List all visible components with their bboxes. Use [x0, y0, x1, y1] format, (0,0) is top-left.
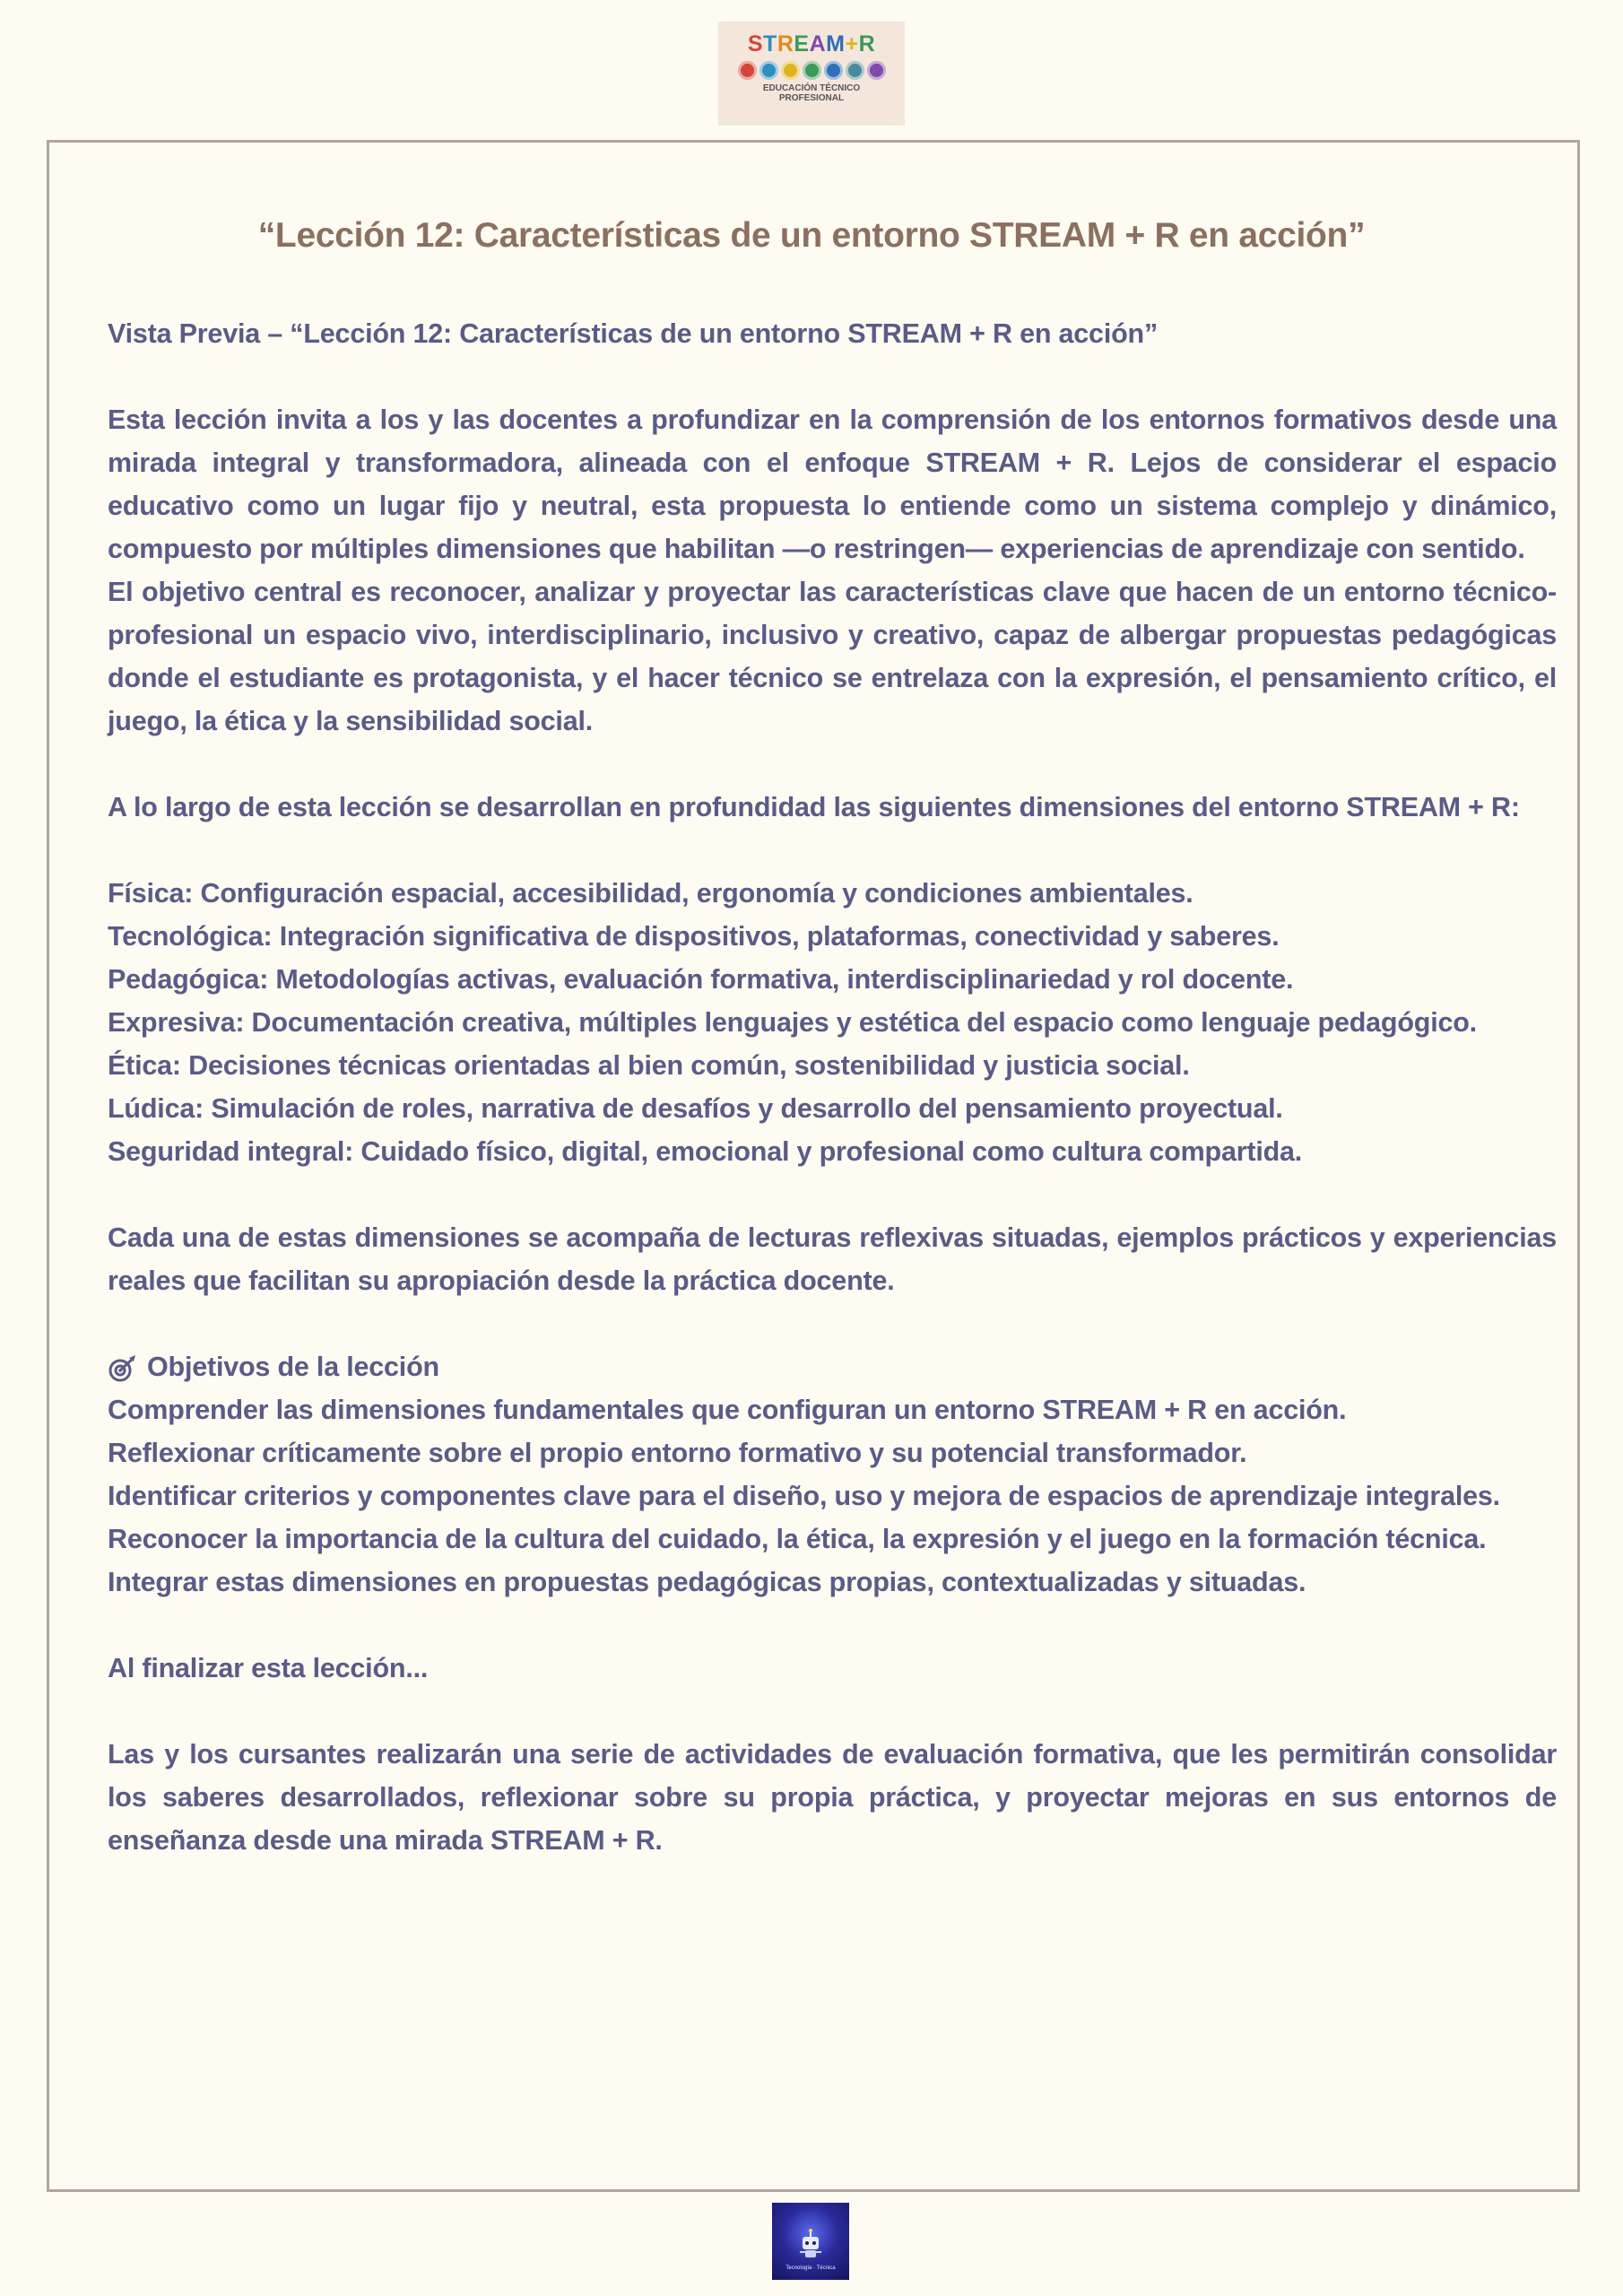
logo-discipline-icons [738, 61, 886, 80]
logo-discipline-icon [867, 61, 886, 80]
objective-item: Comprender las dimensiones fundamentales que configuran un entorno STREAM + R en acción. [108, 1395, 1347, 1425]
intro-paragraph-2: El objetivo central es reconocer, analizar y proyectar las características clave que hacen de un entorno técnico-profesional un espacio vivo, interdisciplinario, inclusivo y creativo, capaz de albergar propuestas pedagógicas donde el estudiante es protagonista, y el hacer técnico se entrelaza con la expresión, el pensamiento crítico, el juego, la ética y la sensibilidad social. [108, 577, 1557, 736]
dimensions-outro: Cada una de estas dimensiones se acompaña de lecturas reflexivas situadas, ejemplos prácticos y experiencias reales que facilitan su apropiación desde la práctica docente. [108, 1222, 1557, 1296]
logo-subtitle [763, 83, 860, 103]
stream-r-logo [718, 22, 905, 126]
dimension-item: Física: Configuración espacial, accesibilidad, ergonomía y condiciones ambientales. [108, 878, 1193, 909]
logo-letter-r2: R [858, 31, 876, 57]
dimension-item: Expresiva: Documentación creativa, múltiples lenguajes y estética del espacio como lenguaje pedagógico. [108, 1007, 1477, 1038]
closing-text: Las y los cursantes realizarán una serie de actividades de evaluación formativa, que les permitirán consolidar los saberes desarrollados, reflexionar sobre su propia práctica, y proyectar mejoras en sus entornos de enseñanza desde una mirada STREAM + R. [108, 1739, 1557, 1856]
logo-discipline-icon [738, 61, 757, 80]
lesson-content [108, 312, 1557, 1862]
logo-discipline-icon [803, 61, 821, 80]
dimension-item: Tecnológica: Integración significativa de dispositivos, plataformas, conectividad y saberes. [108, 921, 1280, 952]
dimension-item: Seguridad integral: Cuidado físico, digital, emocional y profesional como cultura compartida. [108, 1136, 1303, 1167]
objective-item: Reflexionar críticamente sobre el propio entorno formativo y su potencial transformador. [108, 1438, 1247, 1468]
logo-letter-e: E [794, 31, 810, 57]
dimension-item: Lúdica: Simulación de roles, narrativa de desafíos y desarrollo del pensamiento proyectual. [108, 1093, 1283, 1124]
dimension-item: Ética: Decisiones técnicas orientadas al bien común, sostenibilidad y justicia social. [108, 1050, 1190, 1081]
objective-item: Reconocer la importancia de la cultura del cuidado, la ética, la expresión y el juego en la formación técnica. [108, 1524, 1487, 1554]
logo-letter-a: A [809, 31, 827, 57]
logo-letter-m: M [826, 31, 846, 57]
logo-title [748, 32, 875, 56]
logo-subtitle-line2: PROFESIONAL [778, 93, 845, 103]
logo-discipline-icon [846, 61, 864, 80]
logo-letter-r: R [777, 31, 794, 57]
robot-icon [793, 2226, 829, 2262]
logo-subtitle-line1: EDUCACIÓN TÉCNICO [762, 83, 861, 93]
target-icon [108, 1352, 140, 1381]
logo-discipline-icon [824, 61, 843, 80]
logo-bottom-label: Tecnología · Técnica [785, 2266, 836, 2271]
tecnologia-tecnica-logo [772, 2203, 849, 2280]
logo-discipline-icon [759, 61, 778, 80]
objective-item: Identificar criterios y componentes clave para el diseño, uso y mejora de espacios de aprendizaje integrales. [108, 1481, 1500, 1511]
dimension-item: Pedagógica: Metodologías activas, evaluación formativa, interdisciplinariedad y rol docente. [108, 964, 1294, 995]
logo-discipline-icon [781, 61, 800, 80]
objective-item: Integrar estas dimensiones en propuestas pedagógicas propias, contextualizadas y situadas. [108, 1567, 1306, 1597]
logo-plus: + [845, 31, 859, 57]
intro-paragraph-1: Esta lección invita a los y las docentes a profundizar en la comprensión de los entornos formativos desde una mirada integral y transformadora, alineada con el enfoque STREAM + R. Lejos de considerar el espacio educativo como un lugar fijo y neutral, esta propuesta lo entiende como un sistema complejo y dinámico, compuesto por múltiples dimensiones que habilitan —o restringen— experiencias de aprendizaje con sentido. [108, 404, 1557, 564]
objectives-heading-row [108, 1345, 1557, 1388]
dimensions-intro: A lo largo de esta lección se desarrollan en profundidad las siguientes dimensiones del entorno STREAM + R: [108, 792, 1520, 822]
logo-letter-t: T [763, 31, 777, 57]
preview-heading: Vista Previa – “Lección 12: Características de un entorno STREAM + R en acción” [108, 318, 1159, 349]
closing-heading: Al finalizar esta lección... [108, 1653, 429, 1683]
objectives-heading: Objetivos de la lección [147, 1352, 439, 1382]
logo-letter-s: S [747, 31, 764, 57]
page-title: “Lección 12: Características de un entorno STREAM + R en acción” [257, 216, 1366, 255]
